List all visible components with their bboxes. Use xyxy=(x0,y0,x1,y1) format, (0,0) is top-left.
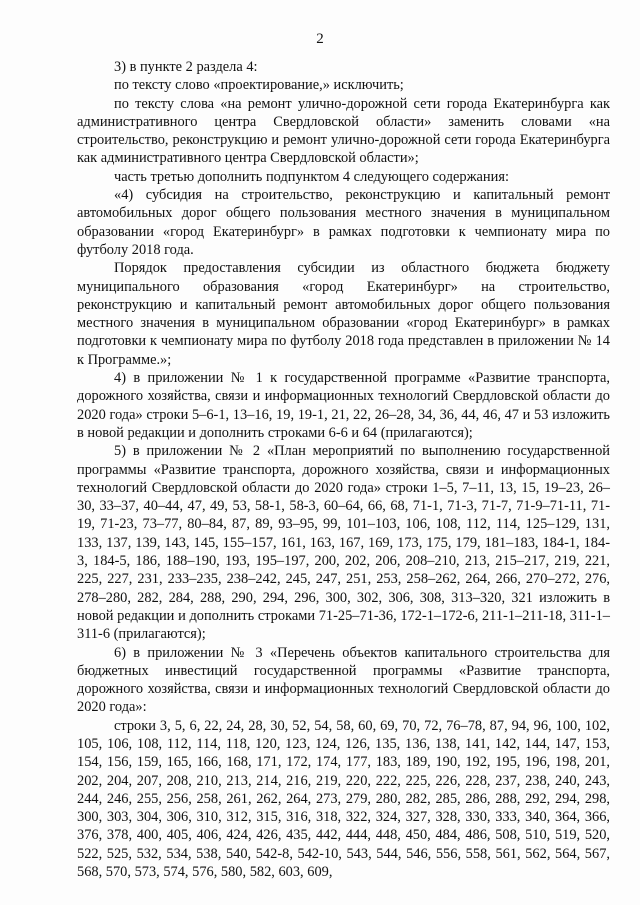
document-body xyxy=(77,58,610,881)
page-number: 2 xyxy=(316,31,324,47)
paragraph-replace-repair: по тексту слова «на ремонт улично-дорожной сети города Екатеринбурга как административного центра Свердловской области» заменить словами «на строительство, реконструкцию и ремонт улично-дорожной сети города Екатеринбурга как административного центра Свердловской области»; xyxy=(77,95,610,167)
paragraph-subsidy-procedure: Порядок предоставления субсидии из областного бюджета бюджету муниципального образования «город Екатеринбург» на строительство, реконструкцию и капитальный ремонт автомобильных дорог общего пользования местного значения в муниципальном образовании «город Екатеринбург» в рамках подготовки к чемпионату мира по футболу 2018 года представлен в приложении № 14 к Программе.»; xyxy=(77,260,610,368)
paragraph-appendix-3: 6) в приложении № 3 «Перечень объектов капитального строительства для бюджетных инвестиций государственной программы «Развитие транспорта, дорожного хозяйства, связи и информационных технологий Свердловской области до 2020 года»: xyxy=(77,644,610,716)
paragraph-appendix-1: 4) в приложении № 1 к государственной программе «Развитие транспорта, дорожного хозяйства, связи и информационных технологий Свердловской области до 2020 года» строки 5–6-1, 13–16, 19, 19-1, 21, 22, 26–28, 34, 36, 44, 46, 47 и 53 изложить в новой редакции и дополнить строками 6-6 и 64 (прилагаются); xyxy=(77,370,610,441)
paragraph-rows-list: строки 3, 5, 6, 22, 24, 28, 30, 52, 54, 58, 60, 69, 70, 72, 76–78, 87, 94, 96, 100, 102, 105, 106, 108, 112, 114, 118, 120, 123, 124, 126, 135, 136, 138, 141, 142, 144, 147, 153, 154, 156, 159, 165, 166, 168, 171, 172, 174, 177, 183, 189, 190, 192, 195, 196, 198, 201, 202, 204, 207, 208, 210, 213, 214, 216, 219, 220, 222, 225, 226, 228, 237, 238, 240, 243, 244, 246, 255, 256, 258, 261, 262, 264, 273, 279, 280, 282, 285, 286, 288, 292, 294, 298, 300, 303, 304, 306, 310, 312, 315, 316, 318, 322, 324, 327, 328, 330, 333, 340, 364, 366, 376, 378, 400, 405, 406, 424, 426, 435, 442, 444, 448, 450, 484, 486, 508, 510, 519, 520, 522, 525, 532, 534, 538, 540, 542-8, 542-10, 543, 544, 546, 556, 558, 561, 562, 564, 567, 568, 570, 573, 574, 576, 580, 582, 603, 609, xyxy=(77,717,610,881)
paragraph-appendix-2: 5) в приложении № 2 «План мероприятий по выполнению государственной программы «Развитие транспорта, дорожного хозяйства, связи и информационных технологий Свердловской области до 2020 года» строки 1–5, 7–11, 13, 15, 19–23, 26–30, 33–37, 40–44, 47, 49, 53, 58-1, 58-3, 60–64, 66, 68, 71-1, 71-3, 71-7, 71-9–71-11, 71-19, 71-23, 73–77, 80–84, 87, 89, 93–95, 99, 101–103, 106, 108, 112, 114, 125–129, 131, 133, 137, 139, 143, 145, 155–157, 161, 163, 167, 169, 173, 175, 179, 181–183, 184-1, 184-3, 184-5, 186, 188–190, 193, 195–197, 200, 202, 206, 208–210, 213, 215–217, 219, 221, 225, 227, 231, 233–235, 238–242, 245, 247, 251, 253, 258–262, 264, 266, 270–272, 276, 278–280, 282, 284, 288, 290, 294, 296, 300, 302, 306, 308, 313–320, 321 изложить в новой редакции и дополнить строками 71-25–71-36, 172-1–172-6, 211-1–211-18, 311-1–311-6 (прилагаются); xyxy=(77,443,610,643)
paragraph-item-3: 3) в пункте 2 раздела 4: xyxy=(114,59,258,75)
paragraph-exclude-design: по тексту слово «проектирование,» исключить; xyxy=(114,77,404,94)
paragraph-add-subitem-4: часть третью дополнить подпунктом 4 следующего содержания: xyxy=(114,168,509,185)
paragraph-subsidy-4: «4) субсидия на строительство, реконструкцию и капитальный ремонт автомобильных дорог общего пользования местного значения в муниципальном образовании «город Екатеринбург» в рамках подготовки к чемпионату мира по футболу 2018 года. xyxy=(77,187,610,258)
